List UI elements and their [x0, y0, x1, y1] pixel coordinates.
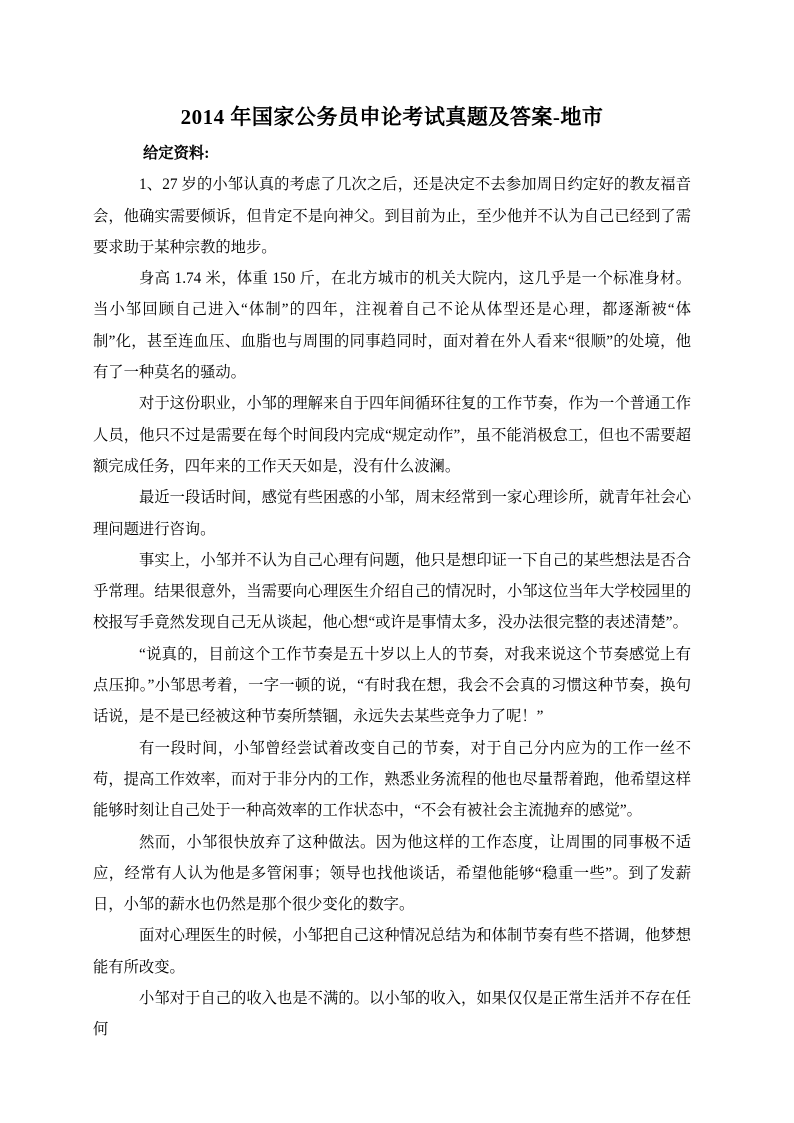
paragraph: 对于这份职业，小邹的理解来自于四年间循环往复的工作节奏，作为一个普通工作人员，他只不过是需要在每个时间段内完成“规定动作”，虽不能消极怠工，但也不需要超额完成任务，四年来的工作天天如是，没有什么波澜。	[93, 395, 691, 475]
paragraph: 身高 1.74 米，体重 150 斤，在北方城市的机关大院内，这几乎是一个标准身材。当小邹回顾自己进入“体制”的四年，注视着自己不论从体型还是心理，都逐渐被“体制”化，甚至连血压、血脂也与周围的同事趋同时，面对着在外人看来“很顺”的处境，他有了一种莫名的骚动。	[93, 270, 691, 382]
paragraph: 最近一段话时间，感觉有些困惑的小邹，周末经常到一家心理诊所，就青年社会心理问题进行咨询。	[93, 489, 691, 538]
document-title: 2014 年国家公务员申论考试真题及答案-地市	[180, 105, 604, 129]
paragraph: 然而，小邹很快放弃了这种做法。因为他这样的工作态度，让周围的同事极不适应，经常有人认为他是多管闲事；领导也找他谈话，希望他能够“稳重一些”。到了发薪日，小邹的薪水也仍然是那个很少变化的数字。	[93, 833, 691, 914]
paragraph: “说真的，目前这个工作节奏是五十岁以上人的节奏，对我来说这个节奏感觉上有点压抑。”小邹思考着，一字一顿的说，“有时我在想，我会不会真的习惯这种节奏，换句话说，是不是已经被这种节奏所禁锢，永远失去某些竞争力了呢！”	[93, 645, 691, 726]
document-content	[93, 0, 691, 1046]
paragraph: 1、27 岁的小邹认真的考虑了几次之后，还是决定不去参加周日约定好的教友福音会，他确实需要倾诉，但肯定不是向神父。到目前为止，至少他并不认为自己已经到了需要求助于某种宗教的地步。	[93, 176, 691, 256]
paragraph: 面对心理医生的时候，小邹把自己这种情况总结为和体制节奏有些不搭调，他梦想能有所改变。	[93, 927, 691, 976]
paragraph: 有一段时间，小邹曾经尝试着改变自己的节奏，对于自己分内应为的工作一丝不苟，提高工作效率，而对于非分内的工作，熟悉业务流程的他也尽量帮着跑，他希望这样能够时刻让自己处于一种高效率的工作状态中，“不会有被社会主流抛弃的感觉”。	[93, 739, 691, 820]
paragraph: 事实上，小邹并不认为自己心理有问题，他只是想印证一下自己的某些想法是否合乎常理。结果很意外，当需要向心理医生介绍自己的情况时，小邹这位当年大学校园里的校报写手竟然发现自己无从谈起，他心想“或许是事情太多，没办法很完整的表述清楚”。	[93, 551, 691, 632]
section-heading: 给定资料:	[143, 145, 210, 162]
paragraph: 小邹对于自己的收入也是不满的。以小邹的收入，如果仅仅是正常生活并不存在任何	[93, 990, 691, 1039]
